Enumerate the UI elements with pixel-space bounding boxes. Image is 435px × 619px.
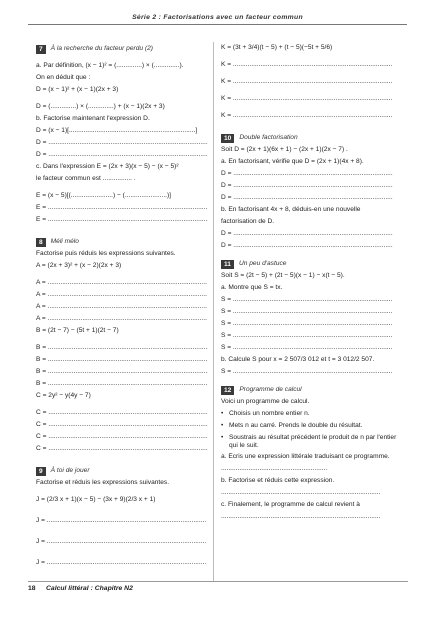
answer-line[interactable]: A = ....................................................................................... [36, 279, 207, 286]
exercise-header [36, 44, 226, 54]
answer-line[interactable]: S = ....................................................................................... [221, 332, 393, 339]
answer-line[interactable]: C = ....................................................................................... [36, 433, 208, 440]
exercise-number: 12 [221, 386, 234, 395]
exercise-9-continued [221, 44, 406, 121]
answer-line[interactable]: D = ....................................................................................... [36, 151, 208, 158]
answer-line[interactable]: S = ....................................................................................... [221, 308, 393, 315]
text-line: Voici un programme de calcul. [221, 398, 310, 405]
exercise-title: À la recherche du facteur perdu (2) [50, 44, 153, 52]
exercise-number: 11 [221, 260, 234, 269]
exercise-header [221, 259, 406, 269]
text-line: a. En factorisant, vérifie que D = (2x + 1)(4x + 8). [221, 158, 364, 165]
text-line: J = (2/3 x + 1)(x − 5) − (3x + 9)(2/3 x + 1) [36, 496, 156, 503]
answer-line[interactable]: .......................................................... [221, 464, 328, 472]
text-line: Factorise puis réduis les expressions suivantes. [36, 250, 176, 257]
exercise-8 [36, 237, 226, 454]
text-line: le facteur commun est ................ . [36, 175, 136, 182]
exercise-header [221, 133, 406, 143]
answer-line[interactable]: E = (x − 5)[(.......................) − (.......................)] [36, 192, 172, 199]
text-line: B = (2t − 7) − (5t + 1)(2t − 7) [36, 327, 119, 334]
answer-line[interactable]: E = ....................................................................................... [36, 204, 208, 211]
right-column [221, 44, 406, 525]
exercise-header [221, 385, 406, 395]
answer-line[interactable]: K = ....................................................................................... [221, 95, 393, 102]
answer-line[interactable]: B = ....................................................................................... [36, 380, 208, 387]
exercise-header [36, 237, 226, 247]
text-line: A = (2x + 3)² + (x − 2)(2x + 3) [36, 262, 122, 269]
exercise-header [36, 466, 226, 476]
answer-line[interactable]: D = ....................................................................................... [221, 230, 393, 237]
text-line: c. Dans l'expression E = (2x + 3)(x − 5) − (x − 5)² [36, 163, 179, 170]
exercise-title: Un peu d'astuce [238, 259, 287, 267]
text-line: a. Montre que S = tx. [221, 284, 283, 291]
text-line: b. En factorisant 4x + 8, déduis-en une nouvelle [221, 206, 361, 213]
bullet-item: • Choisis un nombre entier n. [221, 410, 310, 417]
text-line: c. Finalement, le programme de calcul revient à [221, 500, 360, 508]
exercise-12 [221, 385, 406, 522]
text-line: D = (..............) × (..............) + (x − 1)(2x + 3) [36, 103, 165, 110]
answer-line[interactable]: D = ....................................................................................... [221, 194, 393, 201]
page-footer [28, 581, 408, 595]
answer-line[interactable]: C = ....................................................................................... [36, 421, 208, 428]
text-line: Factorise et réduis les expressions suivantes. [36, 479, 170, 486]
text-line: factorisation de D. [221, 218, 275, 225]
text-line: K = (3t + 3/4)(t − 5) + (t − 5)(−5t + 5/6) [221, 44, 333, 51]
answer-line[interactable]: A = ....................................................................................... [36, 315, 207, 322]
answer-line[interactable]: E = ....................................................................................... [36, 216, 208, 223]
header-rule [28, 24, 407, 25]
answer-line[interactable]: A = ....................................................................................... [36, 291, 207, 298]
page-number: 18 [28, 585, 36, 592]
text-line: On en déduit que : [36, 74, 91, 81]
exercise-title: Double factorisation [239, 133, 298, 141]
answer-line[interactable]: A = ....................................................................................... [36, 303, 207, 310]
answer-line[interactable]: C = ....................................................................................... [36, 409, 208, 416]
text-line: a. Écris une expression littérale traduisant ce programme. [221, 453, 390, 461]
answer-line[interactable]: D = (x − 1)[.....................................................................] [36, 127, 198, 134]
answer-line[interactable]: K = ....................................................................................... [221, 112, 393, 119]
bullet-item: • Soustrais au résultat précédent le produit de n par l'entier qui le suit. [221, 434, 397, 450]
answer-line[interactable]: J = ....................................................................................... [36, 538, 207, 545]
answer-line[interactable]: K = ....................................................................................... [221, 78, 393, 85]
answer-line[interactable]: S = ....................................................................................... [221, 320, 393, 327]
answer-line[interactable]: J = ....................................................................................... [36, 559, 207, 566]
exercise-title: Méli mélo [50, 237, 79, 245]
answer-line[interactable]: B = ....................................................................................... [36, 356, 208, 363]
answer-line[interactable]: B = ....................................................................................... [36, 344, 208, 351]
answer-line[interactable]: C = ....................................................................................... [36, 445, 208, 452]
answer-line[interactable]: B = ....................................................................................... [36, 368, 208, 375]
text-line: Soit S = (2t − 5) + (2t − 5)(x − 1) − x(t − 5). [221, 272, 345, 279]
exercise-number: 9 [36, 467, 46, 476]
exercise-title: Programme de calcul [239, 385, 302, 393]
answer-line[interactable]: ....................................................................................... [221, 512, 381, 520]
exercise-number: 8 [36, 238, 46, 247]
answer-line[interactable]: D = ....................................................................................... [221, 170, 393, 177]
answer-line[interactable]: D = ....................................................................................... [221, 242, 393, 249]
exercise-number: 7 [36, 45, 46, 54]
answer-line[interactable]: S = ....................................................................................... [221, 344, 393, 351]
answer-line[interactable]: S = ....................................................................................... [221, 368, 393, 375]
exercise-9 [36, 466, 226, 568]
text-line: C = 2y² − y(4y − 7) [36, 392, 91, 399]
answer-line[interactable]: D = ....................................................................................... [36, 139, 208, 146]
answer-line[interactable]: S = ....................................................................................... [221, 296, 393, 303]
text-line: D = (x − 1)² + (x − 1)(2x + 3) [36, 86, 119, 93]
text-line: a. Par définition, (x − 1)² = (..............) × (..............). [36, 62, 184, 69]
exercise-10 [221, 133, 406, 251]
answer-line[interactable]: K = ....................................................................................... [221, 61, 393, 68]
chapter-title: Calcul littéral : Chapitre N2 [46, 585, 133, 592]
exercise-7 [36, 44, 226, 225]
bullet-item: • Mets n au carré. Prends le double du résultat. [221, 422, 363, 429]
page-header [0, 0, 435, 34]
answer-line[interactable]: D = ....................................................................................... [221, 182, 393, 189]
exercise-title: À toi de jouer [50, 466, 90, 474]
text-line: b. Factorise et réduis cette expression. [221, 476, 335, 484]
text-line: b. Factorise maintenant l'expression D. [36, 115, 150, 122]
left-column [36, 44, 226, 571]
exercise-11 [221, 259, 406, 377]
text-line: Soit D = (2x + 1)(6x + 1) − (2x + 1)(2x − 7) . [221, 146, 348, 153]
answer-line[interactable]: ....................................................................................... [221, 488, 381, 496]
series-title: Série 2 : Factorisations avec un facteur commun [132, 14, 303, 21]
text-line: b. Calcule S pour x = 2 507/3 012 et t = 3 012/2 507. [221, 356, 375, 363]
footer-rule [28, 581, 408, 582]
answer-line[interactable]: J = ....................................................................................... [36, 517, 207, 524]
exercise-number: 10 [221, 134, 234, 143]
